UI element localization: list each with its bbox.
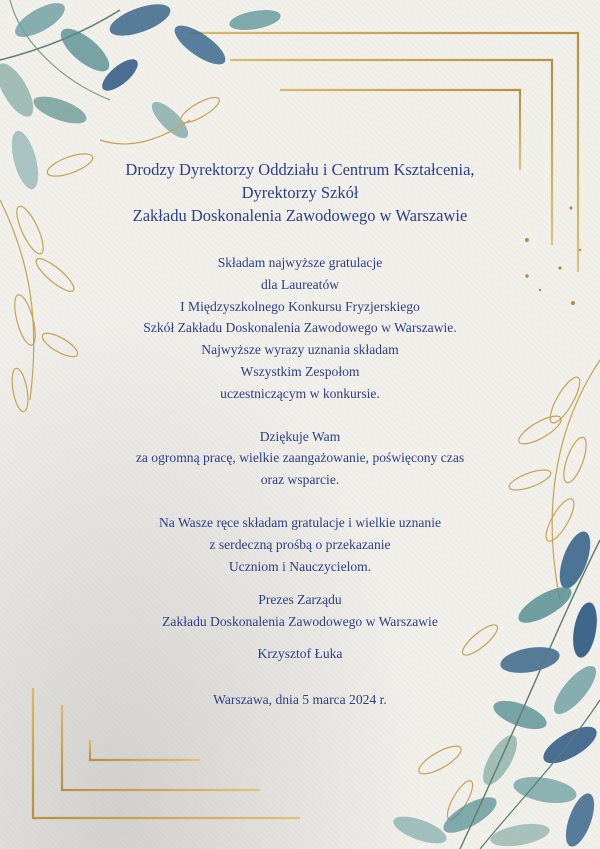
signature-organization: Zakładu Doskonalenia Zawodowego w Warszawie — [162, 614, 438, 630]
heading-line: Drodzy Dyrektorzy Oddziału i Centrum Kształcenia, — [125, 160, 475, 179]
paragraph-line: Składam najwyższe gratulacje — [217, 255, 383, 270]
letter-body — [60, 158, 540, 711]
paragraph-line: Uczniom i Nauczycielom. — [228, 558, 372, 574]
paragraph-line: I Międzyszkolnego Konkursu Fryzjerskiego — [180, 298, 420, 314]
paragraph-line: uczestniczącym w konkursie. — [220, 385, 380, 401]
paragraph-line: oraz wsparcie. — [260, 472, 340, 488]
heading-line: Dyrektorzy Szkół — [241, 183, 359, 202]
paragraph-line: za ogromną pracę, wielkie zaangażowanie, poświęcony czas — [135, 450, 465, 466]
signature-title: Prezes Zarządu — [258, 592, 342, 608]
paragraph-line: dla Laureatów — [260, 276, 340, 292]
signature-block — [60, 589, 540, 633]
paragraph-line: Wszystkim Zespołom — [240, 363, 360, 379]
thanks-paragraph — [60, 426, 540, 491]
place-and-date: Warszawa, dnia 5 marca 2024 r. — [213, 691, 387, 707]
letter-heading — [60, 158, 540, 227]
paragraph-line: Dziękuje Wam — [259, 428, 341, 444]
paragraph-line: Najwyższe wyrazy uznania składam — [201, 342, 399, 358]
paragraph-line: Na Wasze ręce składam gratulacje i wielkie uznanie — [158, 514, 442, 530]
paragraph-line: z serdeczną prośbą o przekazanie — [209, 536, 391, 552]
request-paragraph — [60, 512, 540, 577]
congratulations-paragraph — [60, 252, 540, 405]
signature-name: Krzysztof Łuka — [257, 645, 343, 661]
paragraph-line: Szkół Zakładu Doskonalenia Zawodowego w Warszawie. — [143, 320, 457, 336]
heading-line: Zakładu Doskonalenia Zawodowego w Warszawie — [132, 206, 468, 225]
